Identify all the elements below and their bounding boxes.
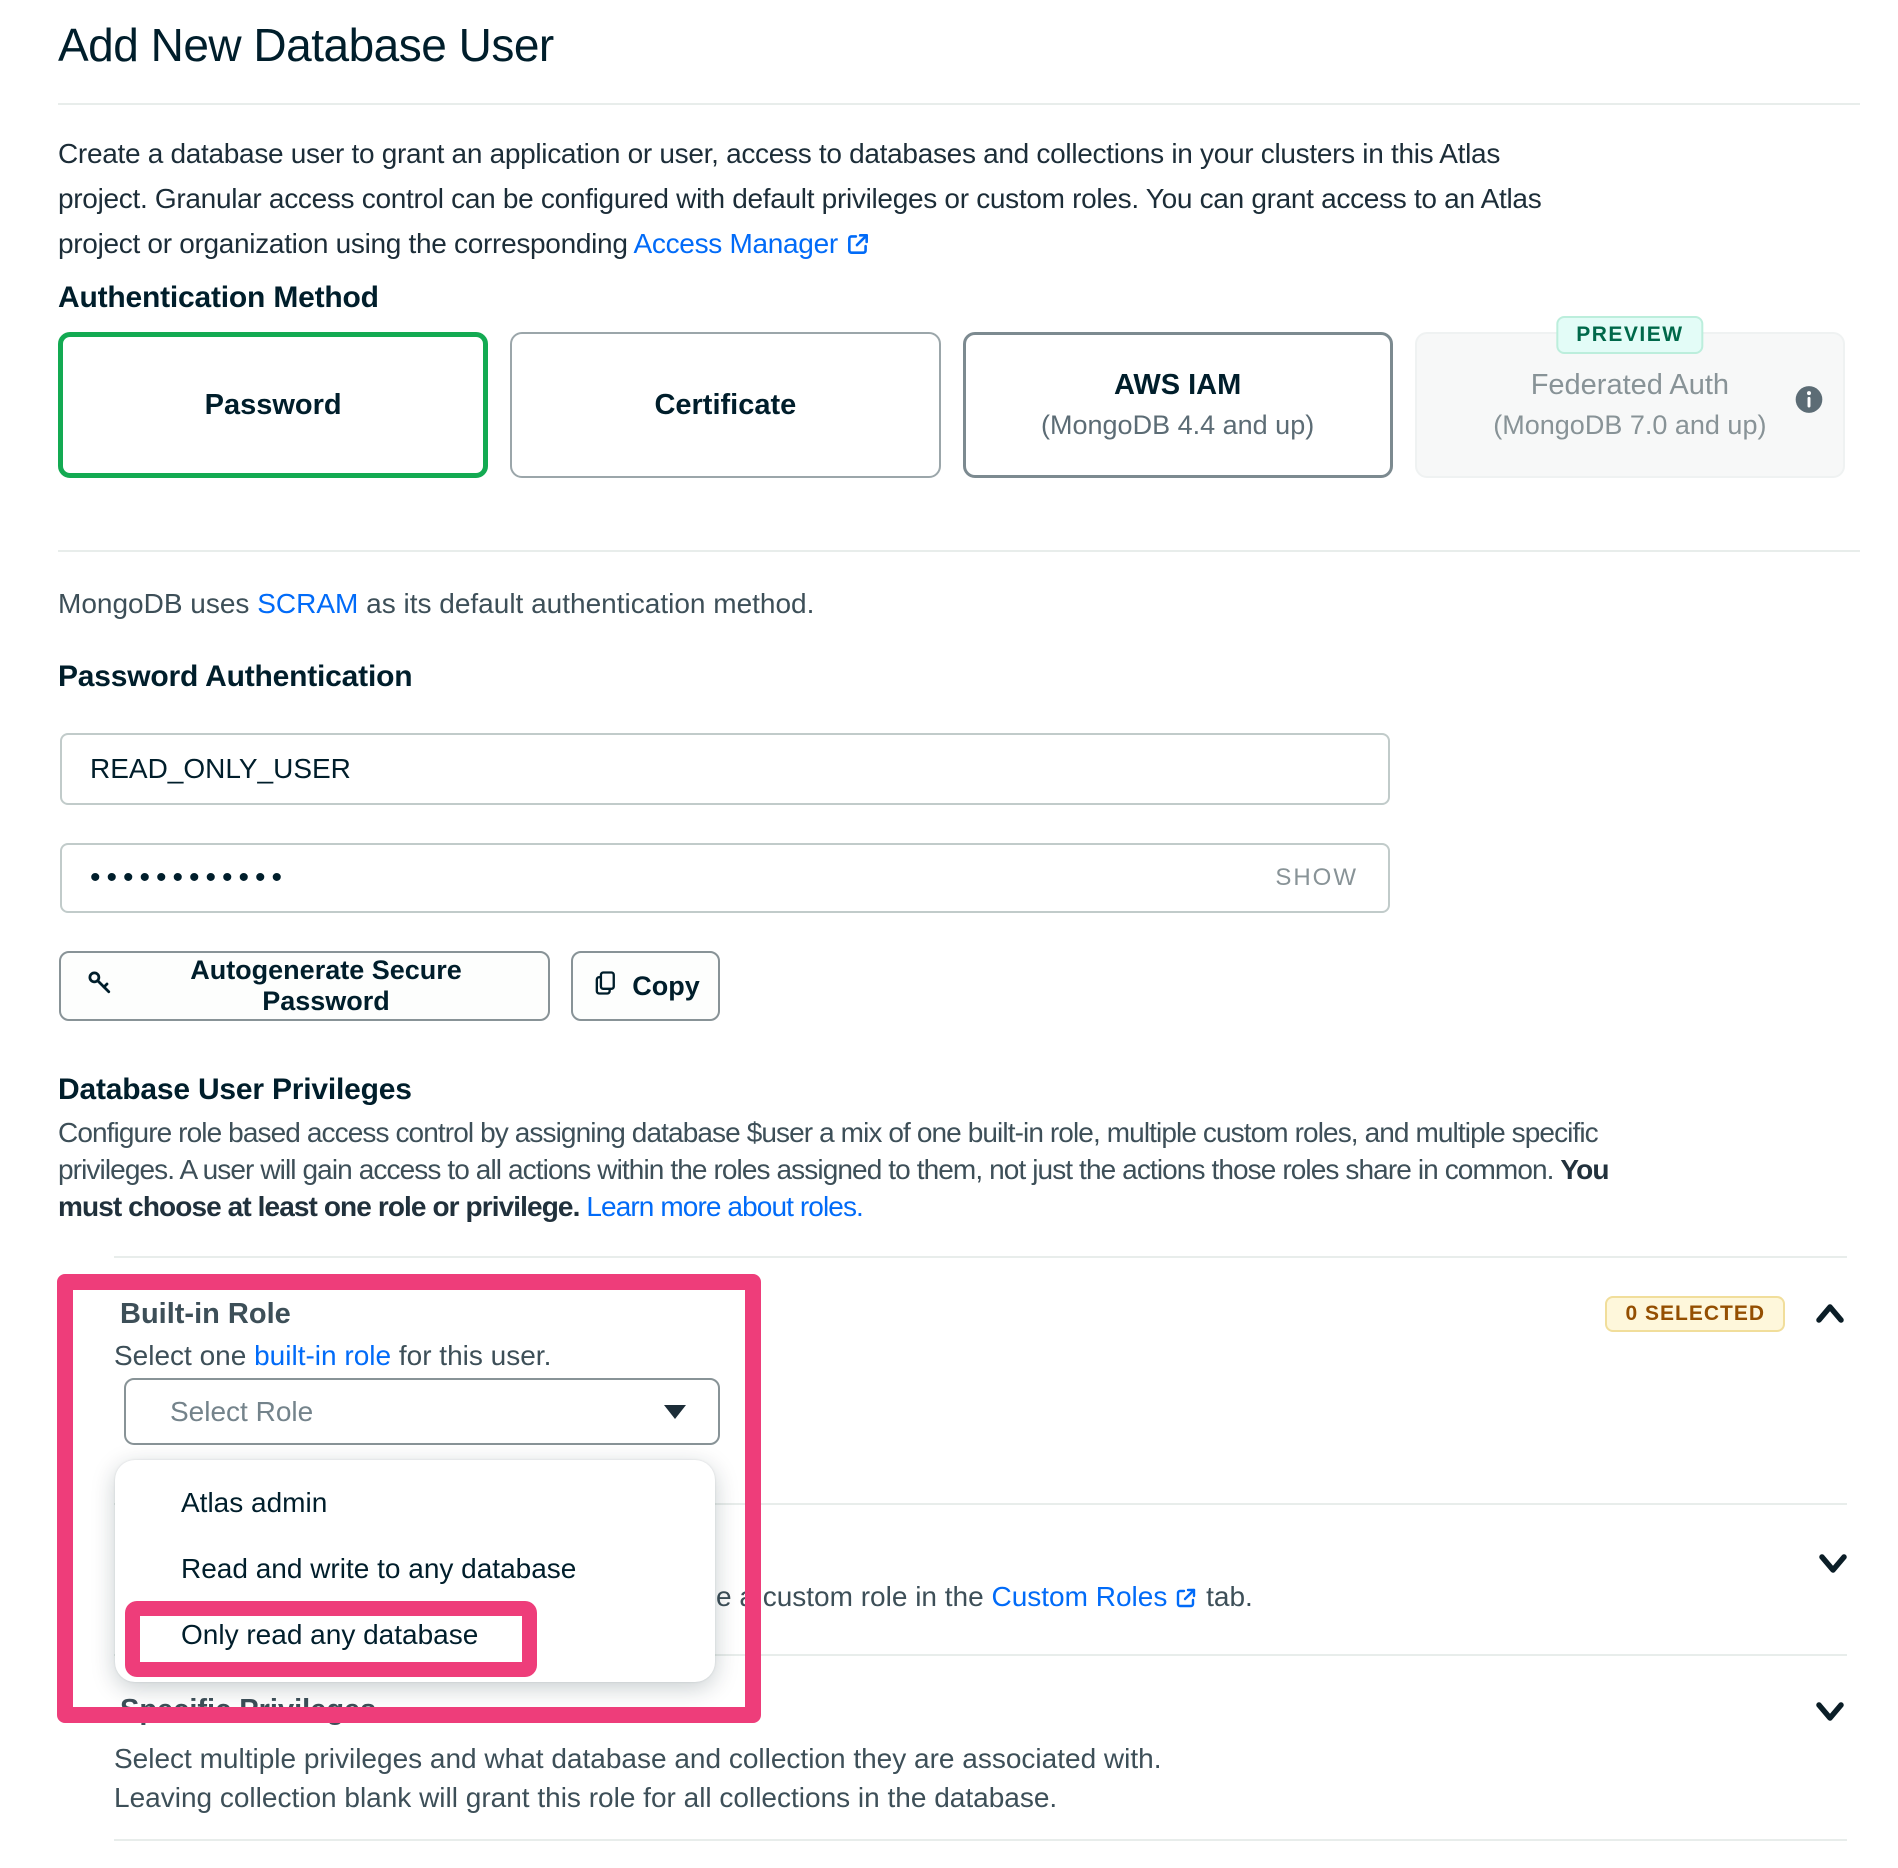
scram-text: MongoDB uses [58, 588, 258, 619]
preview-badge: PREVIEW [1556, 316, 1703, 354]
divider [58, 103, 1860, 105]
specific-privileges-heading: Specific Privileges [120, 1694, 377, 1726]
built-in-role-header [114, 1296, 1847, 1332]
divider [114, 1839, 1847, 1841]
dropdown-option-atlas-admin[interactable]: Atlas admin [181, 1487, 328, 1518]
custom-roles-description-fragment [716, 1581, 1253, 1617]
specific-privileges-header [114, 1694, 1847, 1727]
built-in-role-desc-text: Select one [114, 1340, 255, 1371]
copy-label: Copy [632, 970, 700, 1001]
privileges-bold: must choose at least one role or privilege. [58, 1191, 580, 1222]
divider [58, 550, 1860, 552]
built-in-role-description [114, 1340, 551, 1372]
info-icon[interactable] [1793, 384, 1825, 427]
auth-tile-label: Password [204, 389, 342, 421]
built-in-role-header-right [1605, 1296, 1847, 1332]
copy-password-button[interactable] [571, 951, 720, 1021]
access-manager-link[interactable]: Access Manager [633, 228, 838, 259]
role-dropdown-menu [115, 1460, 715, 1682]
auth-tile-federated-auth[interactable] [1415, 323, 1845, 478]
auth-tile-label: Certificate [654, 389, 797, 421]
chevron-up-icon[interactable] [1813, 1300, 1847, 1328]
selected-count-badge: 0 SELECTED [1605, 1296, 1785, 1332]
auth-tile-sublabel: (MongoDB 7.0 and up) [1493, 410, 1767, 440]
intro-line: Create a database user to grant an application or user, access to databases and collections in your clusters in this Atlas [58, 138, 1501, 169]
show-password-button[interactable]: SHOW [1275, 864, 1358, 891]
auth-tile-password[interactable] [58, 332, 488, 478]
specific-privileges-line: Leaving collection blank will grant this role for all collections in the database. [114, 1782, 1058, 1813]
autogenerate-label: Autogenerate Secure Password [190, 955, 462, 1016]
built-in-role-heading: Built-in Role [120, 1297, 291, 1330]
page-title: Add New Database User [58, 19, 554, 71]
privileges-line: privileges. A user will gain access to all actions within the roles assigned to them, not just the actions those roles share in common. [58, 1154, 1561, 1185]
username-input[interactable] [60, 733, 1390, 805]
divider [114, 1256, 1847, 1258]
auth-tile-label: AWS IAM [1113, 369, 1242, 401]
password-auth-heading: Password Authentication [58, 660, 413, 693]
role-select-dropdown[interactable] [124, 1378, 720, 1445]
password-masked-value: •••••••••••• [90, 861, 289, 894]
password-input[interactable] [60, 843, 1390, 913]
auth-method-heading: Authentication Method [58, 281, 379, 314]
scram-link[interactable]: SCRAM [257, 588, 359, 619]
specific-privileges-line: Select multiple privileges and what database and collection they are associated with. [114, 1743, 1162, 1774]
external-link-icon [1174, 1585, 1198, 1616]
username-value: READ_ONLY_USER [90, 753, 351, 784]
chevron-down-icon-custom-roles[interactable] [1816, 1549, 1850, 1577]
privileges-bold: You [1560, 1154, 1609, 1185]
custom-roles-link[interactable]: Custom Roles [991, 1581, 1168, 1612]
privileges-heading: Database User Privileges [58, 1073, 412, 1106]
intro-line: project or organization using the corresponding [58, 228, 634, 259]
dropdown-option-only-read-any[interactable]: Only read any database [181, 1619, 479, 1650]
auth-method-tiles [58, 323, 1845, 478]
auth-tile-label: Federated Auth [1530, 369, 1730, 401]
caret-down-icon [664, 1405, 686, 1419]
autogenerate-password-button[interactable] [59, 951, 550, 1021]
intro-line: project. Granular access control can be configured with default privileges or custom roles. You can grant access to an Atlas [58, 183, 1542, 214]
scram-text: as its default authentication method. [358, 588, 815, 619]
external-link-icon [845, 232, 871, 263]
privileges-description [58, 1114, 1874, 1225]
dropdown-option-read-write-any[interactable]: Read and write to any database [181, 1553, 577, 1584]
built-in-role-desc-text: for this user. [391, 1340, 552, 1371]
custom-roles-desc-text: tab. [1198, 1581, 1253, 1612]
auth-tile-aws-iam[interactable] [963, 332, 1393, 478]
auth-tile-sublabel: (MongoDB 4.4 and up) [1041, 410, 1315, 440]
key-icon [85, 968, 115, 1005]
built-in-role-link[interactable]: built-in role [254, 1340, 392, 1371]
auth-tile-certificate[interactable] [510, 332, 940, 478]
specific-privileges-description [114, 1739, 1162, 1817]
role-select-placeholder: Select Role [170, 1395, 314, 1427]
copy-icon [591, 969, 619, 1004]
learn-more-roles-link[interactable]: Learn more about roles. [586, 1191, 863, 1222]
custom-roles-desc-text: e a custom role in the [716, 1581, 992, 1612]
intro-text [58, 131, 1868, 270]
chevron-down-icon-specific-privileges[interactable] [1813, 1697, 1847, 1725]
privileges-line: Configure role based access control by assigning database $user a mix of one built-in role, multiple custom roles, and multiple specific [58, 1117, 1598, 1148]
scram-note [58, 588, 814, 620]
